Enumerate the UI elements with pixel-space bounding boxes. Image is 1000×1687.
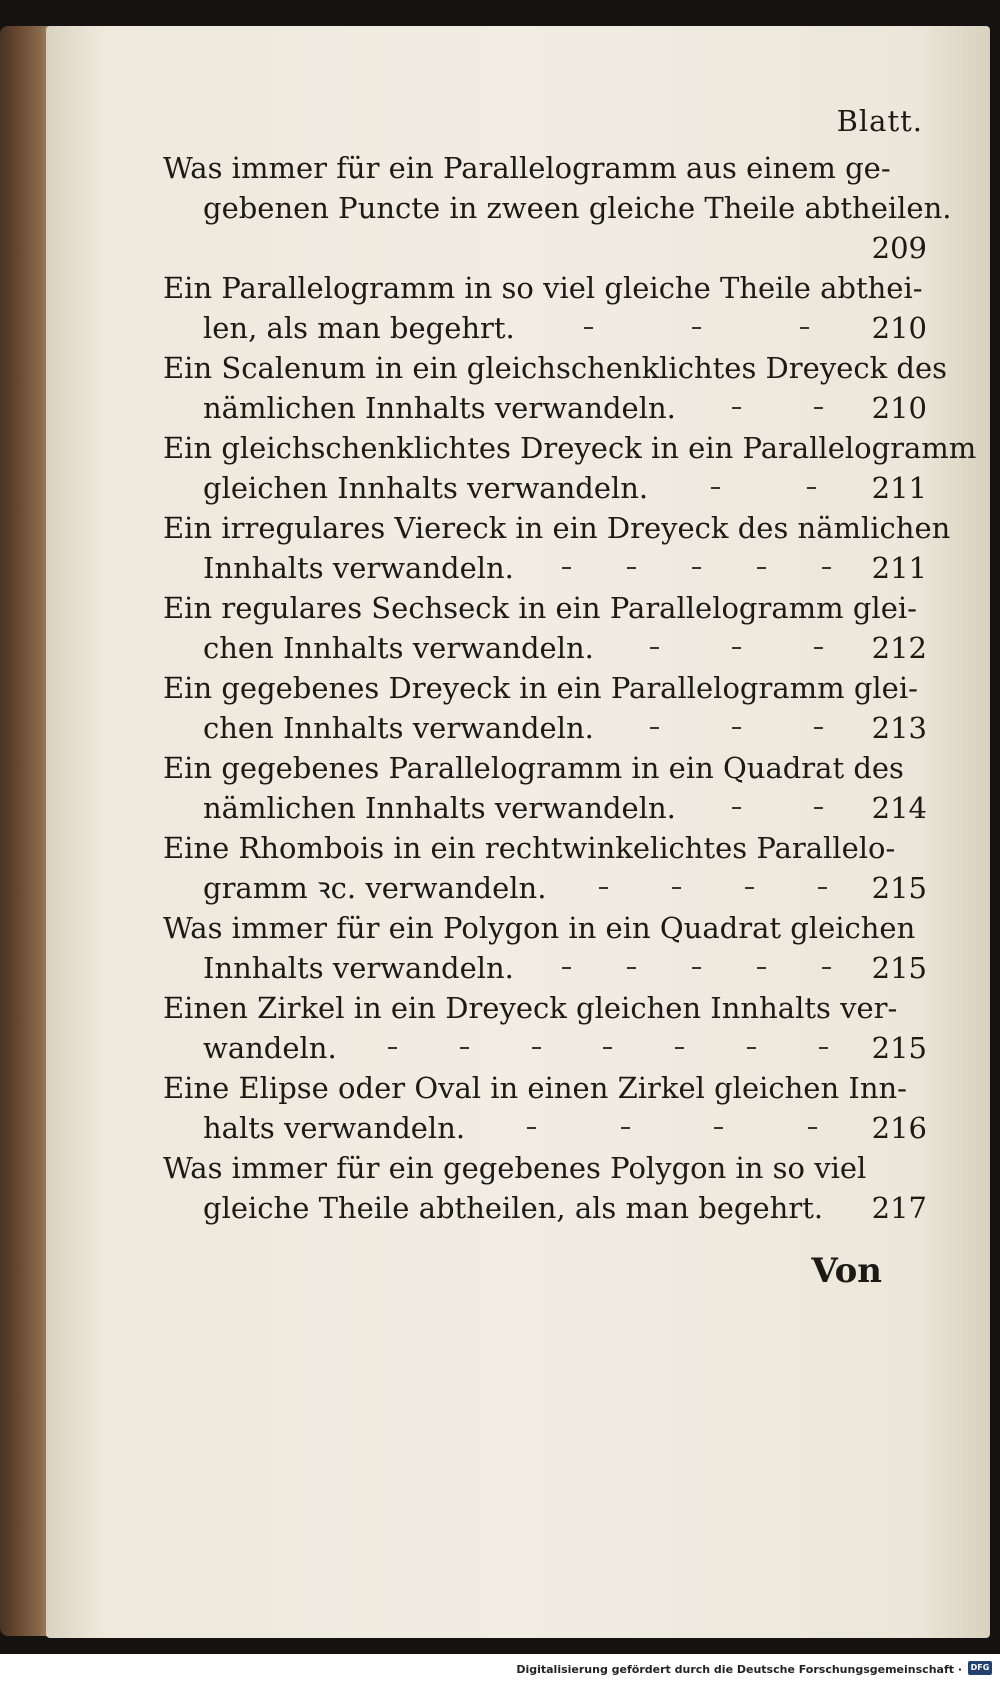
funding-note: Digitalisierung gefördert durch die Deutsche Forschungsgemeinschaft · [516,1663,962,1676]
entry-line-2: Innhalts verwandeln. [203,951,514,985]
toc-entry [163,588,927,668]
entry-line-2: halts verwandeln. [203,1111,466,1145]
entry-page-number: 210 [871,311,927,345]
dot-leader [594,727,871,729]
entry-line-1: Ein gegebenes Dreyeck in ein Parallelogramm glei- [163,671,918,705]
entry-line-1: Ein gegebenes Parallelogramm in ein Quadrat des [163,751,904,785]
toc-entry [163,268,927,348]
entry-line-2: gleichen Innhalts verwandeln. [203,471,649,505]
table-of-contents [163,148,977,1228]
digitization-footer [0,1654,1000,1687]
entry-page-number: 217 [871,1191,927,1225]
entry-line-2: wandeln. [203,1031,337,1065]
entry-page-number: 211 [871,471,927,505]
entry-line-2: nämlichen Innhalts verwandeln. [203,391,676,425]
toc-entry [163,748,927,828]
entry-line-2: gramm ꝛc. verwandeln. [203,871,547,905]
dot-leader [594,647,871,649]
toc-entry [163,348,948,428]
entry-line-2: chen Innhalts verwandeln. [203,631,594,665]
entry-line-1: Einen Zirkel in ein Dreyeck gleichen Innhalts ver- [163,991,898,1025]
entry-line-2: gebenen Puncte in zween gleiche Theile abtheilen. [203,191,952,225]
entry-page-number: 216 [871,1111,927,1145]
entry-line-1: Ein irregulares Viereck in ein Dreyeck des nämlichen [163,511,951,545]
dot-leader [337,1047,871,1049]
entry-page-number: 213 [871,711,927,745]
entry-line-1: Was immer für ein Parallelogramm aus einem ge- [163,151,891,185]
dot-leader [514,967,871,969]
toc-entry [163,428,977,508]
entry-page-number: 211 [871,551,927,585]
toc-entry [163,1148,927,1228]
entry-line-2: gleiche Theile abtheilen, als man begehrt. [203,1191,824,1225]
dfg-logo-icon: DFG [968,1661,992,1675]
dot-leader [546,887,871,889]
entry-line-2: nämlichen Innhalts verwandeln. [203,791,676,825]
dot-leader [676,807,871,809]
entry-line-1: Was immer für ein Polygon in ein Quadrat gleichen [163,911,916,945]
toc-entry [163,508,951,588]
entry-line-1: Ein regulares Sechseck in ein Parallelogramm glei- [163,591,917,625]
dot-leader [514,567,871,569]
entry-page-number: 215 [871,871,927,905]
entry-line-2: chen Innhalts verwandeln. [203,711,594,745]
toc-entry [163,828,927,908]
entry-line-2: len, als man begehrt. [203,311,515,345]
dot-leader [465,1127,871,1129]
entry-line-1: Eine Rhombois in ein rechtwinkelichtes Parallelo- [163,831,896,865]
entry-page-number: 209 [871,231,927,265]
toc-entry [163,668,927,748]
toc-entry [163,908,927,988]
toc-entry [163,988,927,1068]
entry-page-number: 215 [871,951,927,985]
entry-page-number: 214 [871,791,927,825]
toc-entry [163,148,952,268]
entry-page-number: 212 [871,631,927,665]
entry-line-2: Innhalts verwandeln. [203,551,514,585]
entry-line-1: Ein Scalenum in ein gleichschenklichtes Dreyeck des [163,351,948,385]
dot-leader [515,327,871,329]
dot-leader [676,407,871,409]
entry-page-number: 215 [871,1031,927,1065]
catchword: Von [811,1251,882,1291]
entry-line-1: Eine Elipse oder Oval in einen Zirkel gleichen Inn- [163,1071,907,1105]
entry-line-1: Was immer für ein gegebenes Polygon in so viel [163,1151,867,1185]
toc-entry [163,1068,927,1148]
entry-line-1: Ein gleichschenklichtes Dreyeck in ein Parallelogramm [163,431,977,465]
dot-leader [648,487,871,489]
entry-page-number: 210 [871,391,927,425]
entry-line-1: Ein Parallelogramm in so viel gleiche Theile abthei- [163,271,923,305]
page-column-header: Blatt. [836,104,923,138]
